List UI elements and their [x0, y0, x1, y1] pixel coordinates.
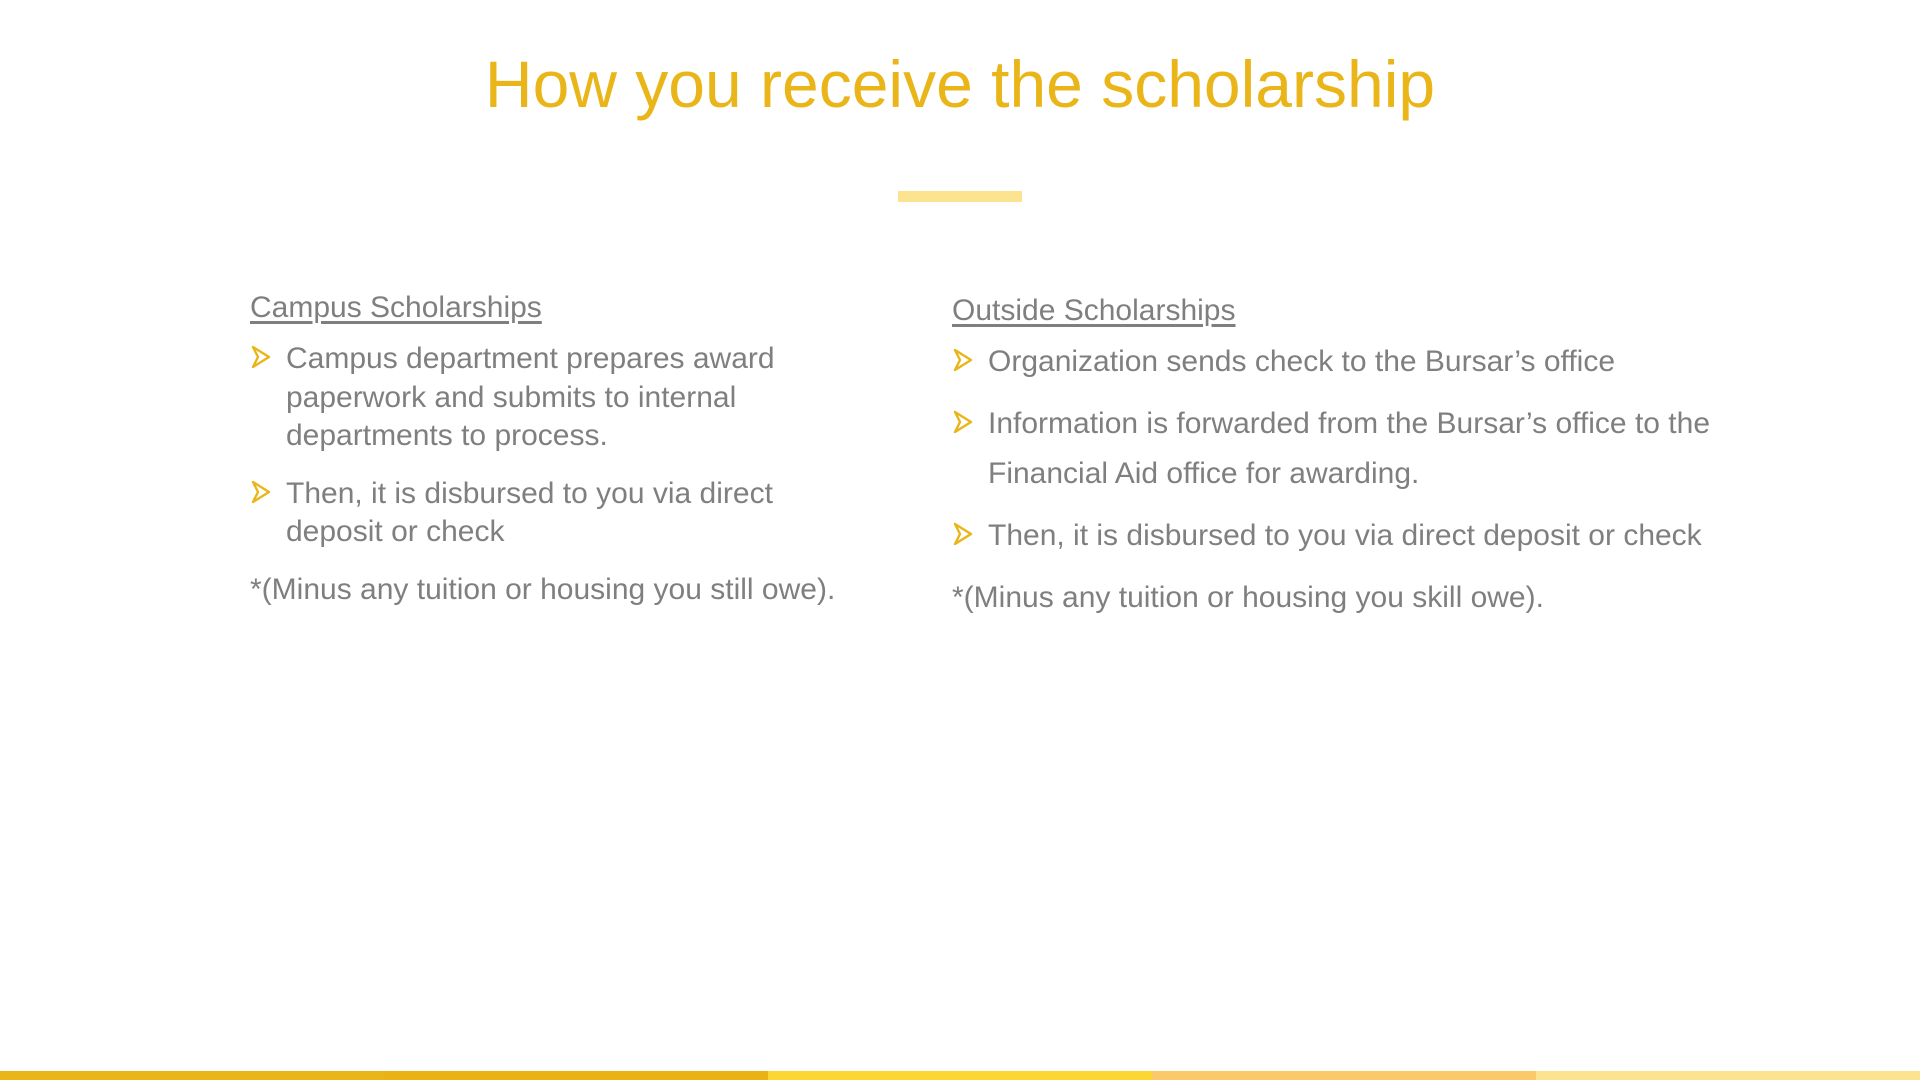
bottom-bar-segment — [1152, 1071, 1536, 1080]
slide-title: How you receive the scholarship — [484, 47, 1436, 121]
outside-bullet-list — [952, 337, 1712, 561]
campus-scholarships-column — [250, 288, 850, 609]
bullet-text: Organization sends check to the Bursar’s office — [988, 345, 1616, 378]
bottom-bar-segment — [0, 1071, 384, 1080]
list-item — [952, 337, 1712, 387]
outside-scholarships-heading: Outside Scholarships — [952, 294, 1236, 327]
list-item — [952, 511, 1712, 561]
arrow-bullet-icon — [952, 521, 974, 547]
arrow-bullet-icon — [250, 344, 272, 370]
title-underline-rule — [898, 191, 1022, 202]
list-item — [952, 399, 1712, 499]
bottom-color-bar — [0, 1071, 1920, 1080]
bottom-bar-segment — [768, 1071, 1152, 1080]
arrow-bullet-icon — [952, 347, 974, 373]
outside-scholarships-column — [952, 291, 1712, 623]
outside-footnote: *(Minus any tuition or housing you skill owe). — [952, 581, 1544, 614]
arrow-bullet-icon — [952, 409, 974, 435]
bullet-text: Campus department prepares award paperwork and submits to internal departments to process. — [286, 342, 775, 452]
arrow-bullet-icon — [250, 479, 272, 505]
campus-footnote: *(Minus any tuition or housing you still owe). — [250, 572, 836, 606]
bullet-text: Then, it is disbursed to you via direct deposit or check — [286, 476, 773, 548]
list-item — [250, 475, 850, 552]
list-item — [250, 340, 850, 456]
bullet-text: Information is forwarded from the Bursar’s office to the Financial Aid office for awarding. — [988, 407, 1711, 490]
campus-bullet-list — [250, 340, 850, 552]
bottom-bar-segment — [1536, 1071, 1920, 1080]
campus-scholarships-heading: Campus Scholarships — [250, 291, 542, 324]
bottom-bar-segment — [384, 1071, 768, 1080]
bullet-text: Then, it is disbursed to you via direct deposit or check — [988, 519, 1702, 552]
